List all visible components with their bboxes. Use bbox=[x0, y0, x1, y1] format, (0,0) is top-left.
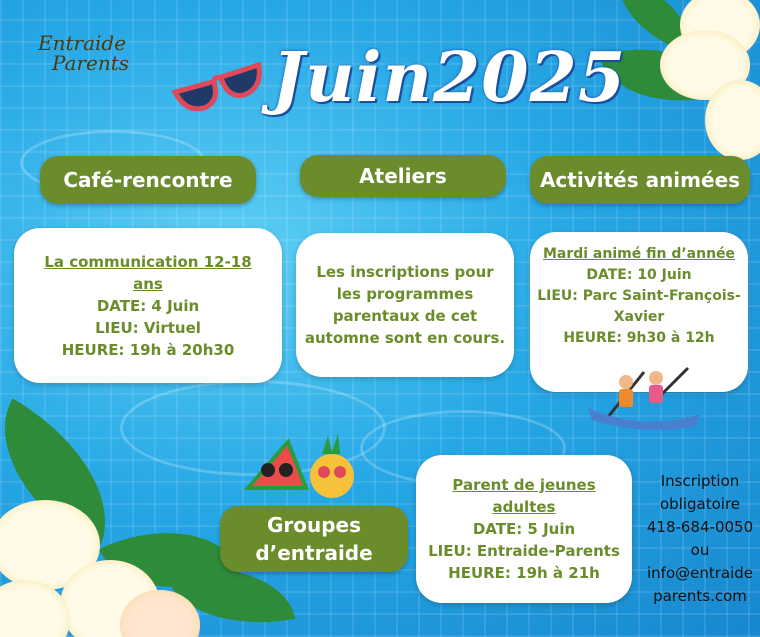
card-time: HEURE: 19h à 21h bbox=[448, 564, 600, 582]
logo-line2: Parents bbox=[52, 51, 130, 75]
header-groupes-entraide: Groupes d’entraide bbox=[220, 506, 408, 572]
groupes-card bbox=[416, 455, 632, 603]
phone-number[interactable]: 418-684-0050 bbox=[646, 518, 754, 536]
cafe-rencontre-card bbox=[14, 228, 282, 383]
card-time: HEURE: 19h à 20h30 bbox=[61, 340, 235, 359]
fruit-characters-icon bbox=[244, 432, 360, 502]
card-text: Les inscriptions pour les programmes parentaux de cet automne sont en cours. bbox=[304, 263, 506, 347]
header-cafe-rencontre: Café-rencontre bbox=[40, 156, 256, 204]
card-date: DATE: 4 Juin bbox=[96, 296, 200, 315]
card-time: HEURE: 9h30 à 12h bbox=[563, 330, 715, 346]
contact-info bbox=[642, 470, 758, 608]
kayak-icon bbox=[584, 362, 704, 434]
header-activites-animees: Activités animées bbox=[530, 156, 750, 204]
page-title: Juin2025 bbox=[272, 38, 627, 118]
logo-line1: Entraide bbox=[38, 31, 127, 55]
header-ateliers: Ateliers bbox=[300, 155, 506, 197]
card-title: Mardi animé fin d’année bbox=[542, 246, 736, 262]
card-date: DATE: 10 Juin bbox=[586, 267, 692, 283]
sunglasses-icon bbox=[170, 58, 270, 118]
card-date: DATE: 5 Juin bbox=[472, 520, 576, 538]
card-title: Parent de jeunes adultes bbox=[452, 476, 596, 516]
registration-required: Inscription obligatoire bbox=[659, 472, 741, 513]
card-location: LIEU: Entraide-Parents bbox=[428, 542, 620, 560]
card-location: LIEU: Parc Saint-François-Xavier bbox=[537, 288, 741, 325]
or-text: ou bbox=[690, 541, 710, 559]
card-location: LIEU: Virtuel bbox=[95, 318, 201, 337]
entraide-parents-logo bbox=[38, 33, 129, 73]
card-title: La communication 12-18 ans bbox=[44, 252, 252, 293]
email-address[interactable]: info@entraide parents.com bbox=[646, 564, 754, 605]
ateliers-card bbox=[296, 233, 514, 377]
